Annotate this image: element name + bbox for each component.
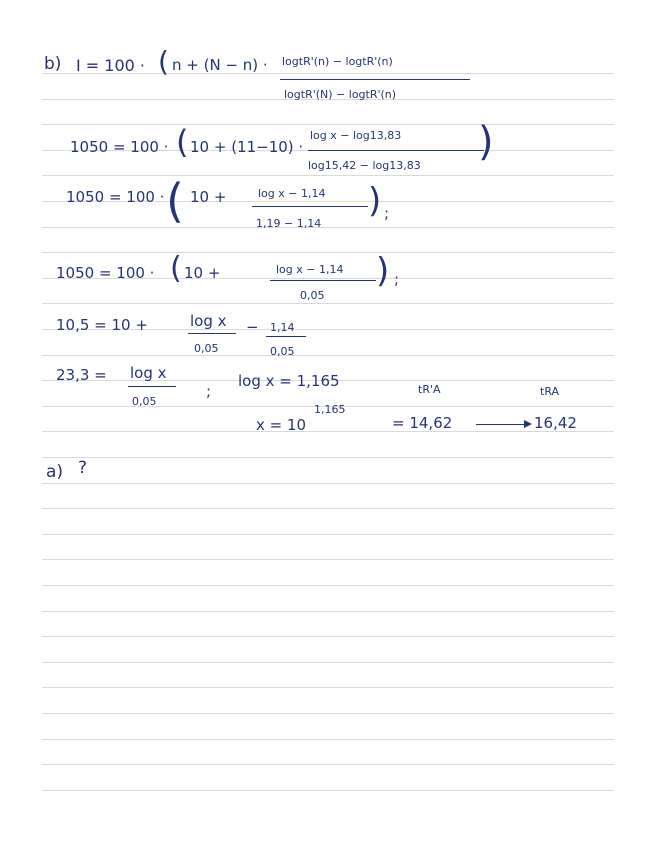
step4-frac1-bar xyxy=(188,333,236,334)
step4-minus: − xyxy=(246,318,259,336)
step1-inner: 10 + (11−10) · xyxy=(190,138,304,156)
part-a-label: a) xyxy=(46,462,64,482)
step5-frac-numerator: log x xyxy=(130,364,167,382)
step3-close-paren: ) xyxy=(376,251,390,291)
formula-fraction-bar xyxy=(280,79,470,80)
step4-frac1-denominator: 0,05 xyxy=(194,342,219,355)
step2-inner: 10 + xyxy=(190,188,227,206)
formula-denominator: logtR'(N) − logtR'(n) xyxy=(284,88,397,101)
step5-separator: ; xyxy=(206,382,212,400)
step2-tail: ; xyxy=(384,204,390,222)
step1-numerator: log x − log13,83 xyxy=(310,129,402,142)
step5-frac-denominator: 0,05 xyxy=(132,395,157,408)
step5-label-tra: tRA xyxy=(540,385,560,398)
step3-open-paren: ( xyxy=(170,251,182,286)
step5-log-equation: log x = 1,165 xyxy=(238,372,340,390)
step3-lhs: 1050 = 100 · xyxy=(56,264,155,282)
step3-tail: ; xyxy=(394,270,400,288)
formula-inner: n + (N − n) · xyxy=(172,56,268,74)
step5-arrow-target: 16,42 xyxy=(534,414,577,432)
step5-result: = 14,62 xyxy=(392,414,453,432)
step1-lhs: 1050 = 100 · xyxy=(70,138,169,156)
step3-inner: 10 + xyxy=(184,264,221,282)
step5-frac-bar xyxy=(128,386,176,387)
step2-close-paren: ) xyxy=(368,181,382,221)
step5-x-equation: x = 10 xyxy=(256,416,307,434)
step4-frac2-bar xyxy=(266,336,306,337)
step1-close-paren: ) xyxy=(478,119,494,165)
part-b-label: b) xyxy=(44,54,62,74)
step4-frac1-numerator: log x xyxy=(190,312,227,330)
formula-numerator: logtR'(n) − logtR'(n) xyxy=(282,55,393,68)
step1-denominator: log15,42 − log13,83 xyxy=(308,159,421,172)
step2-denominator: 1,19 − 1,14 xyxy=(256,217,322,230)
step1-fraction-bar xyxy=(308,150,484,151)
step4-frac2-denominator: 0,05 xyxy=(270,345,295,358)
step2-open-paren: ( xyxy=(166,174,184,228)
step5-arrow-head xyxy=(524,420,532,428)
step3-denominator: 0,05 xyxy=(300,289,325,302)
step2-lhs: 1050 = 100 · xyxy=(66,188,165,206)
step2-numerator: log x − 1,14 xyxy=(258,187,326,200)
step5-label-tra-prime: tR'A xyxy=(418,383,441,396)
step2-fraction-bar xyxy=(252,206,368,207)
step5-arrow-line xyxy=(476,424,526,425)
step5-exponent: 1,165 xyxy=(314,403,346,416)
step5-lhs: 23,3 = xyxy=(56,366,107,384)
step4-frac2-numerator: 1,14 xyxy=(270,321,295,334)
step1-open-paren: ( xyxy=(176,123,189,161)
step4-lhs: 10,5 = 10 + xyxy=(56,316,148,334)
formula-lhs: I = 100 · xyxy=(76,56,146,75)
part-a-question: ? xyxy=(78,458,88,478)
formula-open-paren: ( xyxy=(158,45,169,78)
step3-numerator: log x − 1,14 xyxy=(276,263,344,276)
step3-fraction-bar xyxy=(270,280,376,281)
